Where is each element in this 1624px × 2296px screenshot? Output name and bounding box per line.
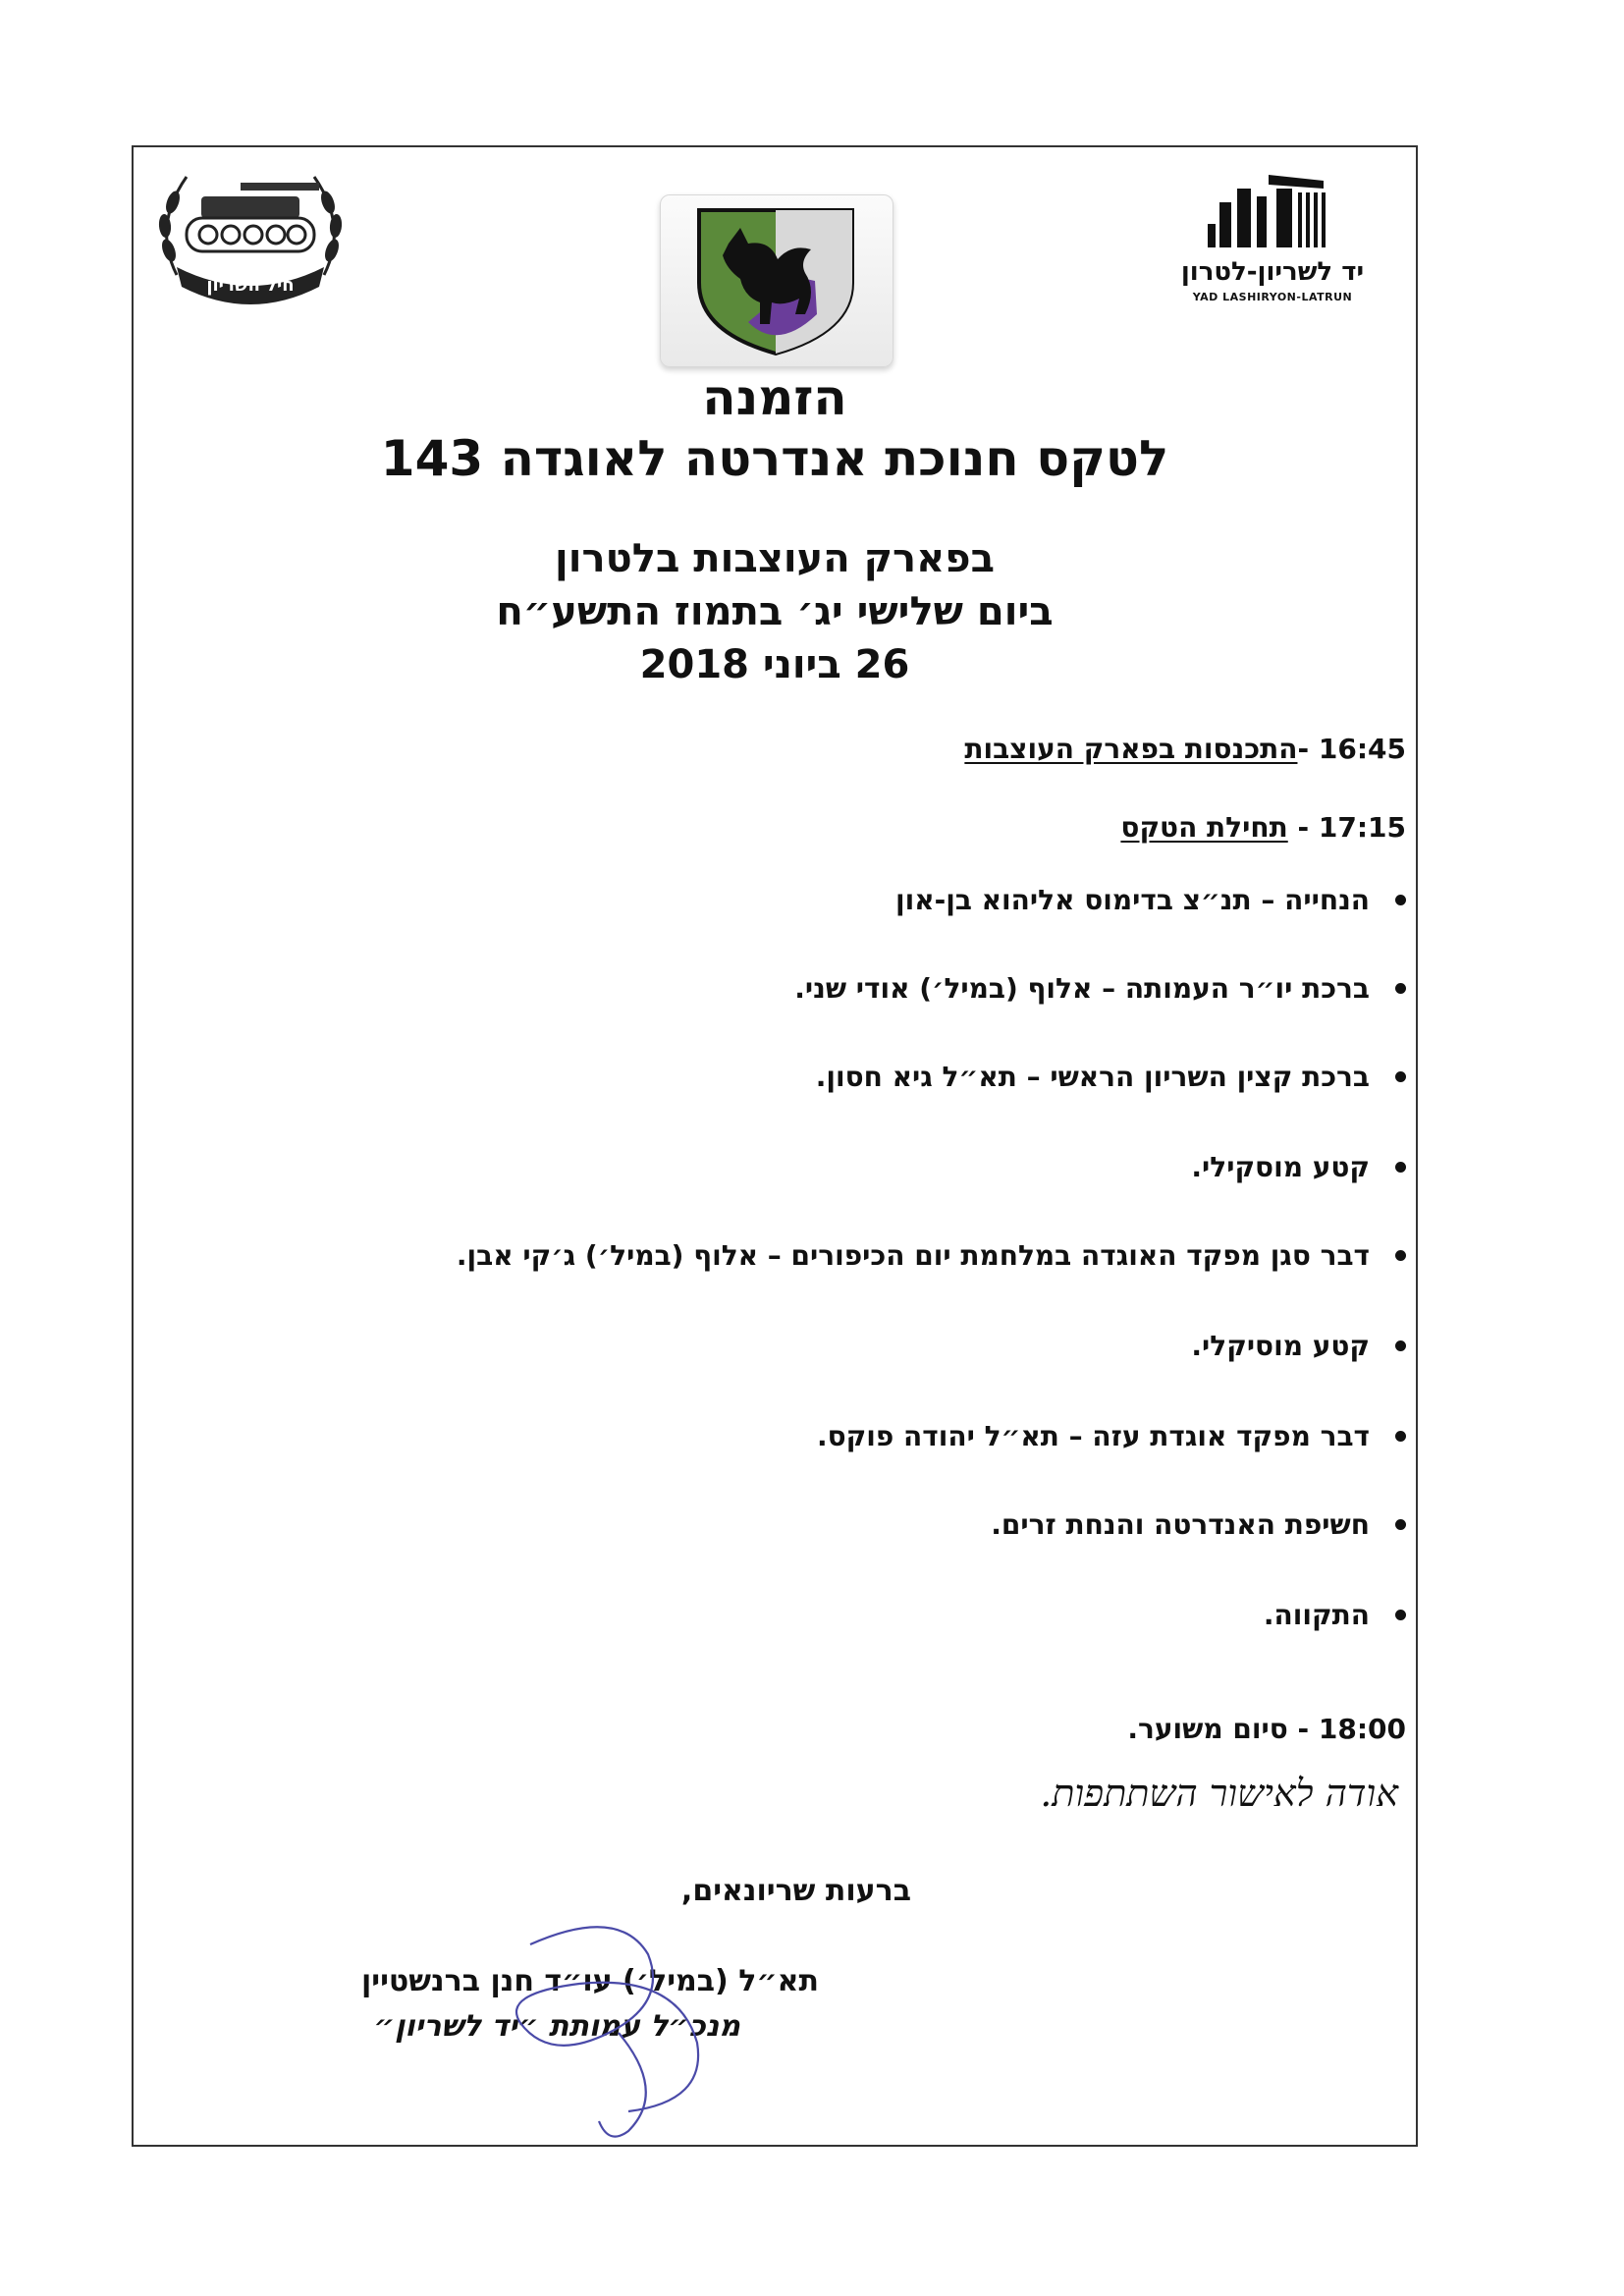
schedule-time: 17:15	[1318, 811, 1406, 844]
program-item-text: דבר מפקד אוגדת עזה – תא״ל יהודה פוקס.	[816, 1420, 1370, 1452]
program-item	[816, 1061, 1406, 1093]
armor-corps-badge-logo	[147, 157, 353, 314]
program-item-text: ברכת קצין השריון הראשי – תא״ל גיא חסון.	[815, 1061, 1370, 1093]
program-item-text: דבר סגן מפקד האוגדה במלחמת יום הכיפורים – אלוף (במיל׳) ג׳קי אבן.	[456, 1239, 1370, 1272]
ceremony-subtitle: לטקס חנוכת אנדרטה לאוגדה 143	[380, 430, 1169, 487]
handwritten-signature	[461, 1915, 795, 2151]
schedule-separator: -	[1287, 811, 1319, 844]
schedule-separator: -	[1297, 733, 1319, 765]
program-item-text: קטע מוסקילי.	[1191, 1151, 1370, 1183]
schedule-time: 16:45	[1318, 733, 1406, 765]
signer-name: תא״ל (במיל׳) עו״ד חנן ברנשטיין	[360, 1964, 819, 1998]
program-item	[817, 1420, 1406, 1452]
bullet-icon	[1395, 1071, 1406, 1082]
schedule-label: תחילת הטקס	[1120, 811, 1288, 844]
bullet-icon	[1395, 983, 1406, 994]
event-location: בפארק העוצבות בלטרון	[555, 536, 995, 581]
program-item	[457, 1239, 1406, 1272]
rsvp-request: אודה לאישור השתתפות.	[1040, 1772, 1398, 1815]
schedule-row-end	[1127, 1713, 1406, 1745]
schedule-row-start	[1120, 811, 1406, 844]
invitation-title: הזמנה	[702, 369, 847, 426]
event-hebrew-date: ביום שלישי יג׳ בתמוז התשע״ח	[496, 589, 1054, 634]
closing-greeting: ברעות שריונאים,	[680, 1874, 911, 1908]
yad-lashiryon-hebrew-name: יד לשריון-לטרון	[1180, 257, 1365, 287]
program-item-text: ברכת יו״ר העמותה – אלוף (במיל׳) אודי שני.	[794, 972, 1370, 1005]
schedule-label: סיום משוער.	[1127, 1713, 1288, 1745]
armor-badge-text: חיל השריון	[206, 275, 295, 296]
program-item	[1191, 1330, 1406, 1362]
division-143-shield-logo	[689, 204, 862, 357]
yad-lashiryon-english-name: YAD LASHIRYON-LATRUN	[1192, 291, 1353, 303]
schedule-time: 18:00	[1318, 1713, 1406, 1745]
program-item	[991, 1508, 1406, 1541]
bullet-icon	[1395, 1431, 1406, 1442]
bullet-icon	[1395, 1610, 1406, 1620]
program-item	[1191, 1151, 1406, 1183]
program-item	[1264, 1599, 1406, 1631]
event-gregorian-date: 26 ביוני 2018	[639, 642, 910, 687]
bullet-icon	[1395, 1250, 1406, 1261]
program-item	[794, 972, 1406, 1005]
schedule-label: התכנסות בפארק העוצבות	[964, 733, 1298, 765]
schedule-row-gathering	[964, 733, 1406, 765]
bullet-icon	[1395, 1162, 1406, 1173]
program-item-text: קטע מוסיקלי.	[1191, 1330, 1370, 1362]
schedule-separator: -	[1287, 1713, 1319, 1745]
program-item-text: התקווה.	[1263, 1599, 1370, 1631]
program-item-text: חשיפת האנדרטה והנחת זרים.	[991, 1508, 1370, 1541]
program-item-text: הנחייה – תנ״צ בדימוס אליהוא בן-און	[895, 884, 1370, 916]
signer-title: מנכ״ל עמותת ״יד לשריון״	[373, 2009, 740, 2044]
bullet-icon	[1395, 1340, 1406, 1351]
program-item	[895, 884, 1406, 916]
bullet-icon	[1395, 1519, 1406, 1530]
bullet-icon	[1395, 895, 1406, 905]
